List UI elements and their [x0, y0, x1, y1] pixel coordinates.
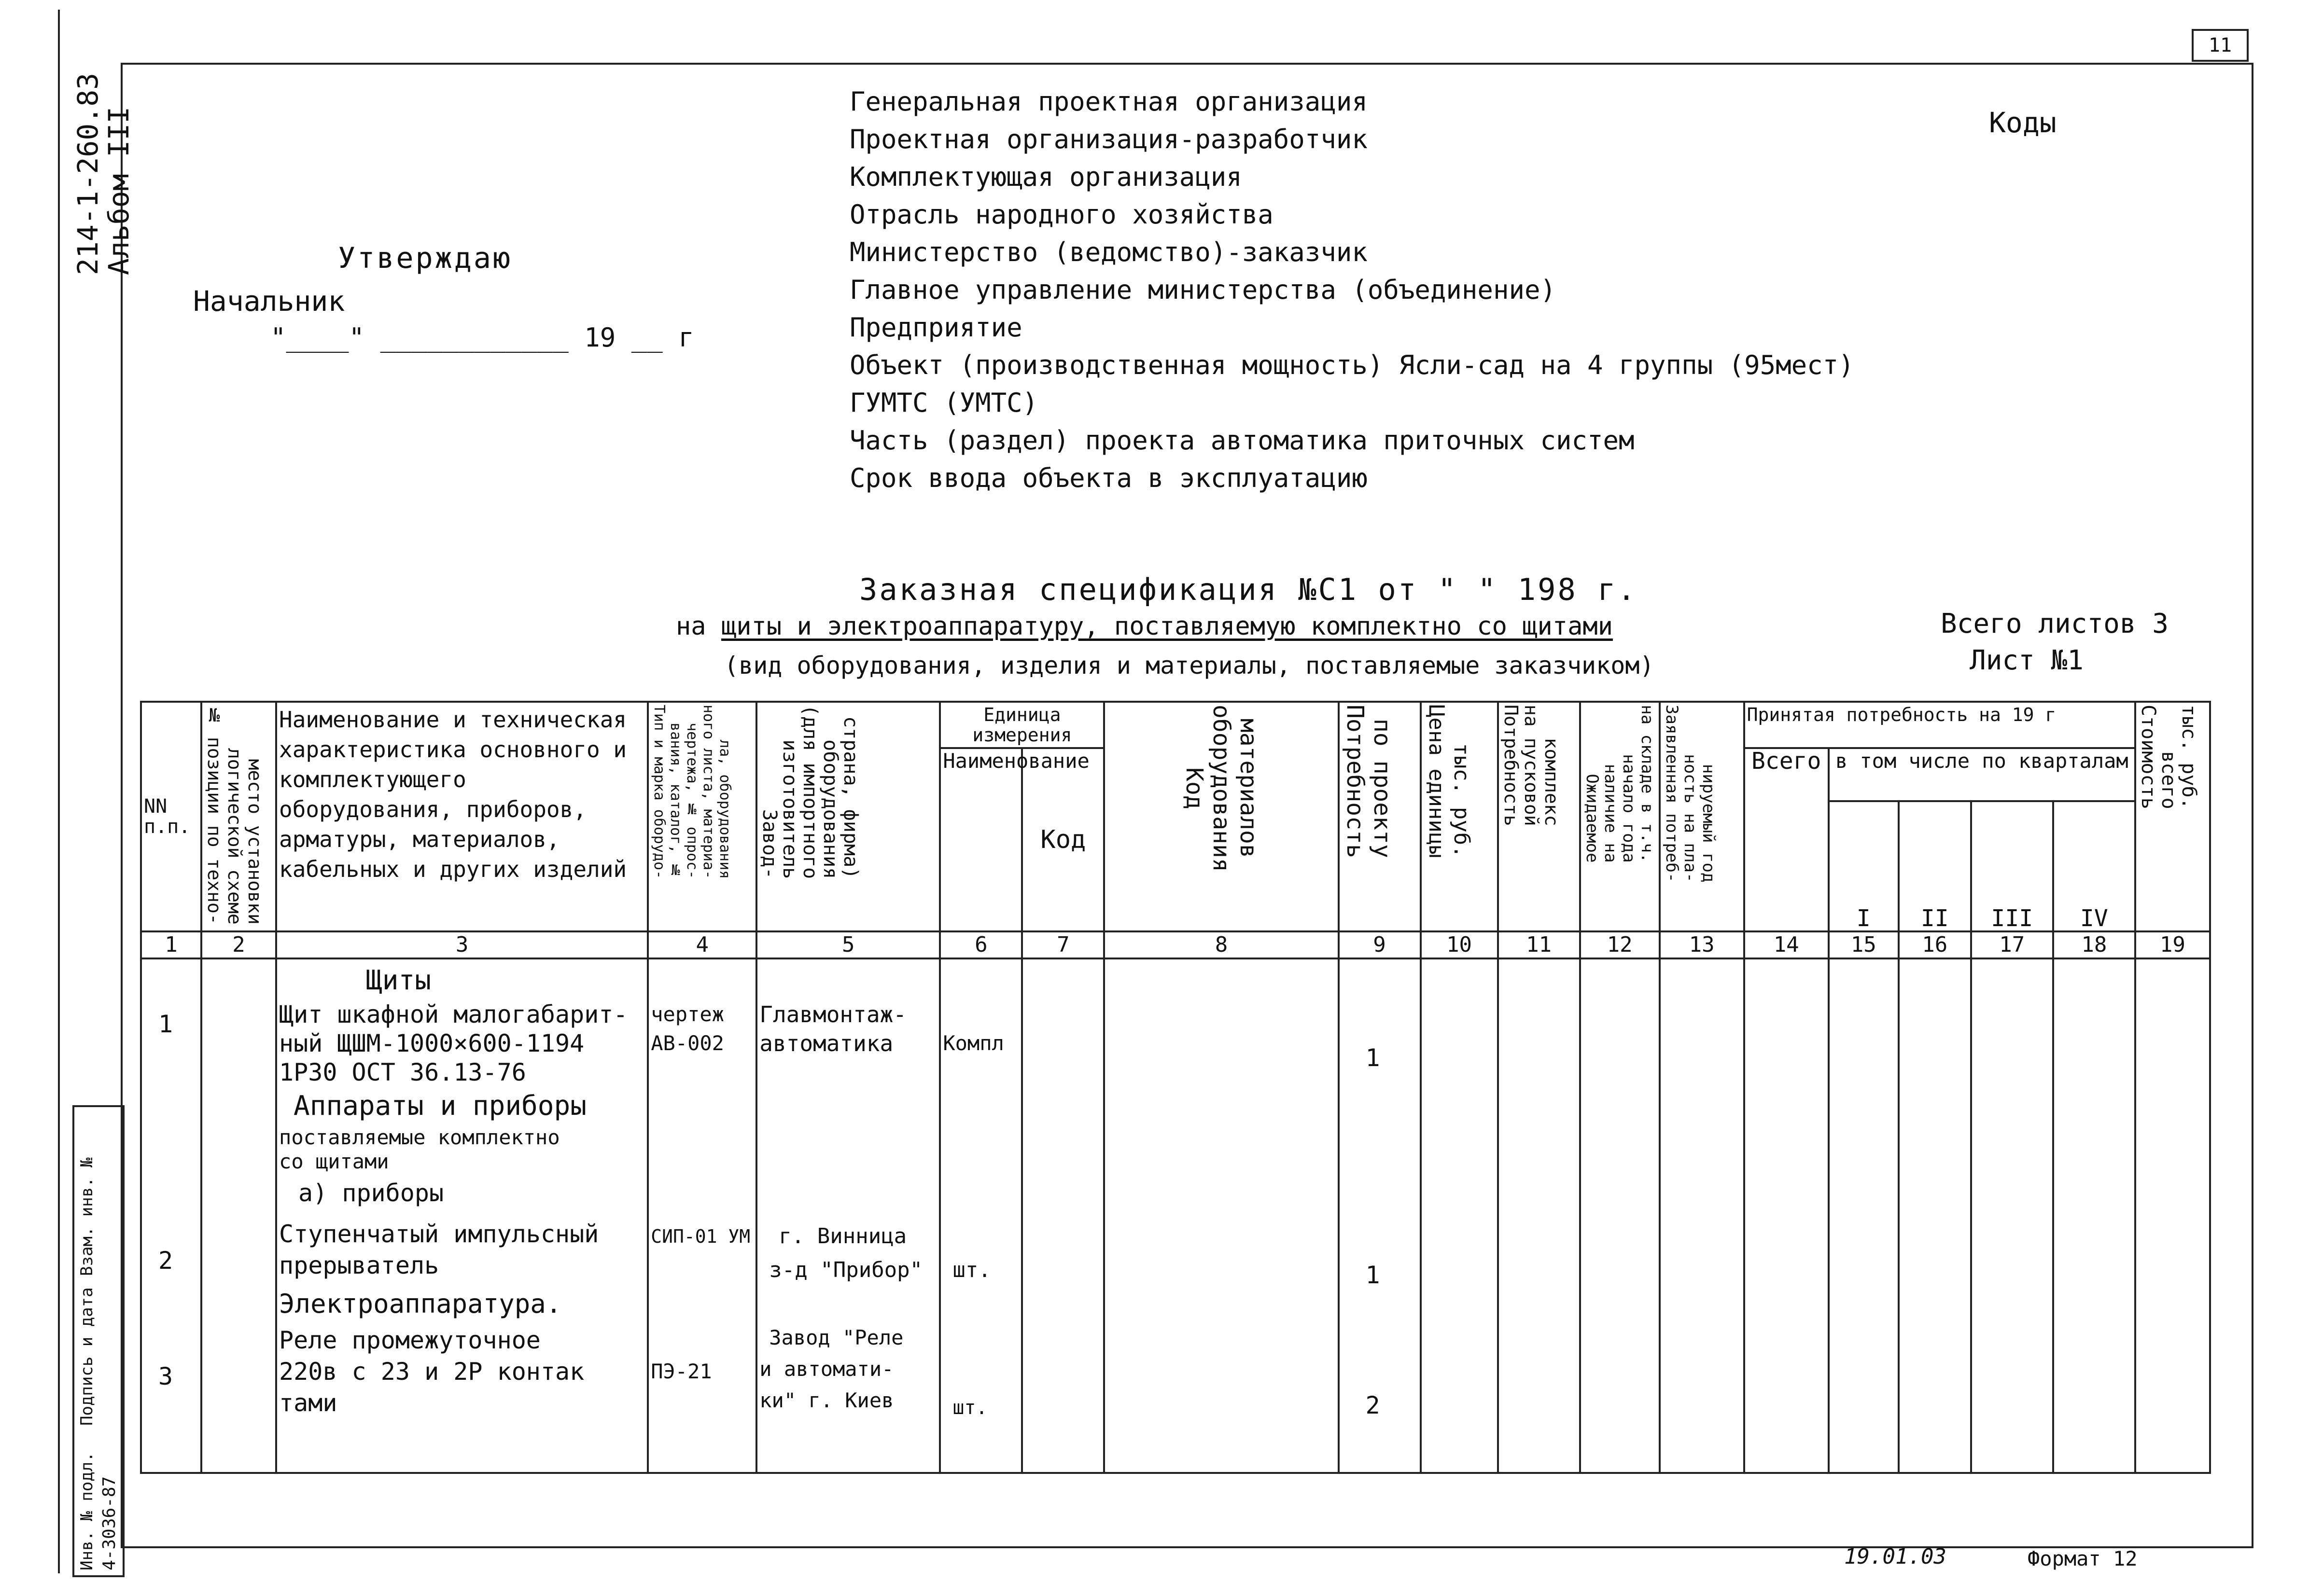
header-line: Главное управление министерства (объединение)	[850, 275, 1556, 305]
date-stamp: 19.01.03	[1844, 1544, 1946, 1569]
type-cell: чертеж АВ-002 СИП-01 УМ ПЭ-21	[648, 958, 756, 1473]
unit-code-cell	[1022, 958, 1104, 1473]
spec-table	[140, 701, 2211, 1474]
maker-cell: Главмонтаж- автоматика г. Винница з-д "Прибор" Завод "Реле и автомати- ки" г. Киев	[756, 958, 940, 1473]
inv-label: Инв. № подл.	[77, 1452, 97, 1570]
col-expected-header: Ожидаемое наличие на начало года в т.ч. на складе	[1580, 702, 1660, 931]
replace-inv-label: Взам. инв. №	[77, 1157, 97, 1276]
approve-chief: Начальник	[193, 285, 345, 318]
material-code-cell	[1104, 958, 1338, 1473]
position-cell	[201, 958, 276, 1473]
col-declared-header: Заявленная потреб- ность на пла- нируемый год	[1660, 702, 1744, 931]
cost-cell	[2135, 958, 2210, 1473]
inv-number: 4-3036-87	[99, 1476, 119, 1570]
quarter-4-header: IV	[2053, 801, 2135, 931]
unit-name-cell: Компл шт. шт.	[940, 958, 1022, 1473]
expected-cell	[1580, 958, 1660, 1473]
col-name-header: Наименование и техническая характеристика основного и комплектующего оборудования, приборов, арматуры, материалов, кабельных и других изделий	[276, 702, 648, 931]
header-line: Часть (раздел) проекта автоматика приточных систем	[850, 425, 1635, 456]
header-line: Срок ввода объекта в эксплуатацию	[850, 463, 1368, 493]
by-quarter-header: в том числе по кварталам	[1829, 748, 2135, 801]
header-fields	[850, 83, 1854, 497]
column-number-row: 1 2 3 4 5 6 7 8 9 10 11 12 13 14 15 16 17 18 19	[141, 931, 2210, 958]
table-body	[141, 958, 2210, 1473]
col-unit-name-header: Наименование	[940, 748, 1022, 931]
codes-label: Коды	[1989, 106, 2057, 139]
sheet-number: Лист №1	[1970, 645, 2084, 676]
price-cell	[1421, 958, 1498, 1473]
col-unit-code-header: Код	[1022, 748, 1104, 931]
col-cost-header: Стоимость всего тыс. руб.	[2135, 702, 2210, 931]
header-line: Отрасль народного хозяйства	[850, 199, 1273, 230]
name-cell: Щиты Щит шкафной малогабарит- ный ЩШМ-1000×600-1194 1Р30 ОСТ 36.13-76 Аппараты и приборы поставляемые комплектно со щитами а) приборы Ступенчатый импульсный прерыватель Электроаппаратура. Реле промежуточное 220в с 2З и 2Р контак тами	[276, 958, 648, 1473]
sign-date-label: Подпись и дата	[77, 1287, 97, 1426]
quarter-2-cell	[1899, 958, 1971, 1473]
quarter-1-header: I	[1829, 801, 1899, 931]
side-stamp-column	[72, 1105, 125, 1577]
header-line: Генеральная проектная организация	[850, 86, 1368, 117]
col-total-header: Всего	[1744, 748, 1829, 931]
format-label: Формат 12	[2028, 1547, 2138, 1570]
declared-cell	[1660, 958, 1744, 1473]
need-cell: 1 1 2	[1339, 958, 1421, 1473]
total-cell	[1744, 958, 1829, 1473]
unit-group-header: Единица измерения	[940, 702, 1104, 748]
quarter-1-cell	[1829, 958, 1899, 1473]
col-launch-header: Потребность на пусковой комплекс	[1498, 702, 1580, 931]
col-price-header: Цена единицы тыс. руб.	[1421, 702, 1498, 931]
page-number: 11	[2192, 29, 2249, 62]
number-cell: 1 2 3	[141, 958, 201, 1473]
accepted-group-header: Принятая потребность на 19 г	[1744, 702, 2135, 748]
col-material-code-header: Код оборудования материалов	[1104, 702, 1338, 931]
approve-title: Утверждаю	[338, 241, 513, 275]
quarter-2-header: II	[1899, 801, 1971, 931]
sheets-total: Всего листов 3	[1941, 608, 2169, 639]
header-line: ГУМТС (УМТС)	[850, 388, 1038, 418]
col-need-header: Потребность по проекту	[1339, 702, 1421, 931]
header-line: Предприятие	[850, 312, 1022, 343]
header-line: Министерство (ведомство)-заказчик	[850, 237, 1368, 267]
quarter-3-cell	[1971, 958, 2053, 1473]
album-code: 214-1-260.83 Альбом III	[71, 72, 135, 275]
launch-cell	[1498, 958, 1580, 1473]
col-number-header: NN п.п.	[141, 702, 201, 931]
quarter-3-header: III	[1971, 801, 2053, 931]
spec-subtitle: (вид оборудования, изделия и материалы, поставляемые заказчиком)	[724, 652, 1654, 680]
header-line: Проектная организация-разработчик	[850, 124, 1368, 154]
header-line: Объект (производственная мощность) Ясли-сад на 4 группы (95мест)	[850, 350, 1854, 380]
approve-date-line: "____" ____________ 19 __ г	[270, 322, 694, 353]
spec-title: Заказная спецификация №С1 от " " 198 г.	[859, 572, 1637, 607]
col-maker-header: Завод- изготовитель (для импортного оборудования страна, фирма)	[756, 702, 940, 931]
spec-subject: на щиты и электроаппаратуру, поставляемую комплектно со щитами	[676, 612, 1613, 641]
header-line: Комплектующая организация	[850, 162, 1242, 192]
quarter-4-cell	[2053, 958, 2135, 1473]
sheet-info	[1941, 606, 2169, 679]
col-type-header: Тип и марка оборудо- вания, каталог, № чертежа, № опрос- ного листа, материа- ла, оборудования	[648, 702, 756, 931]
col-position-header: № позиции по техно- логической схеме место установки	[201, 702, 276, 931]
